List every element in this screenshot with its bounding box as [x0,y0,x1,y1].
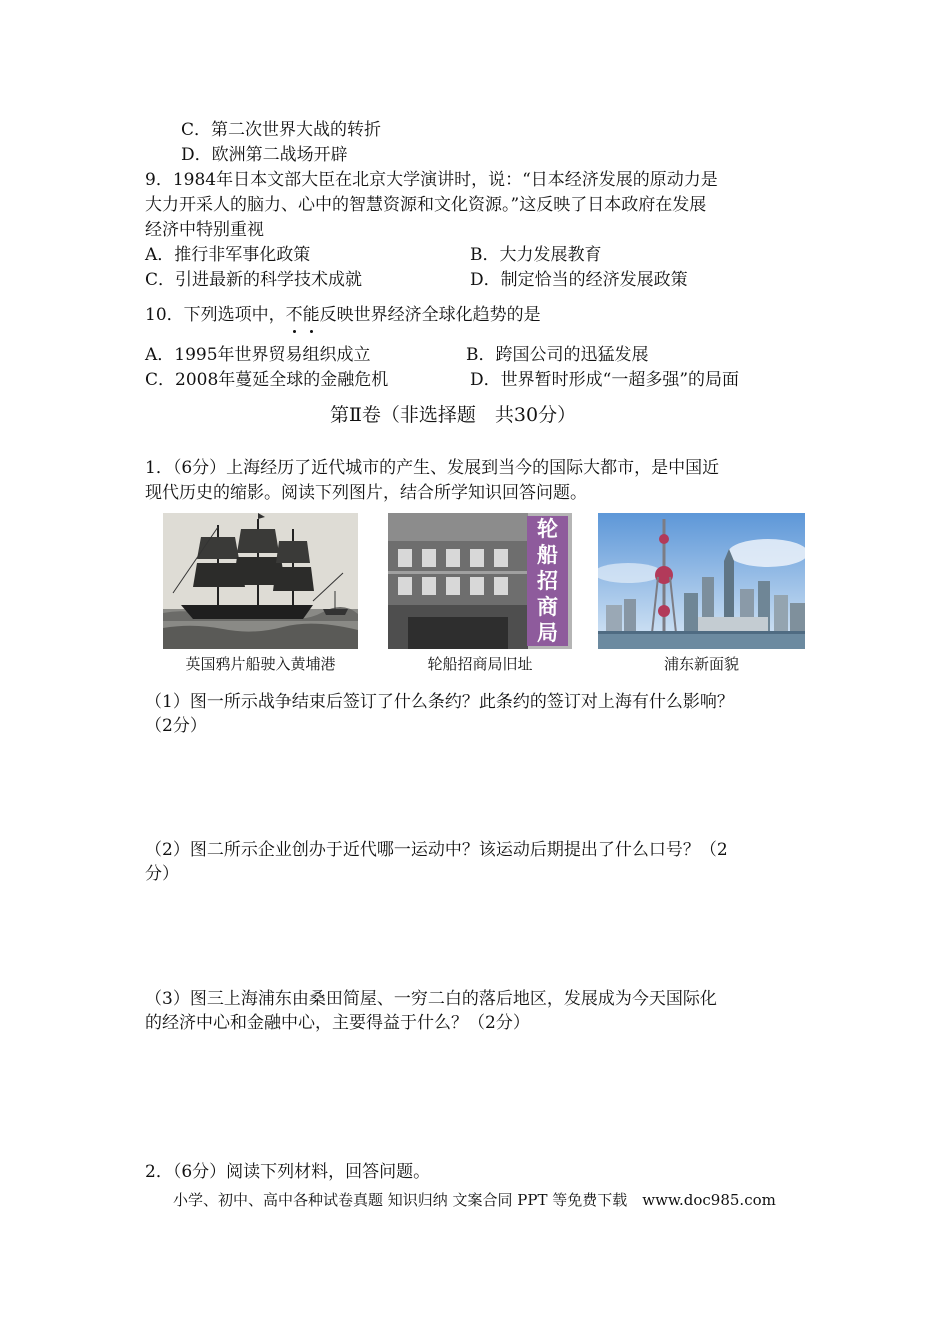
q8-option-d: D．欧洲第二战场开辟 [181,145,348,165]
q10-emphasis-neng: 能 [302,305,320,325]
p1-stem-line2: 现代历史的缩影。阅读下列图片，结合所学知识回答问题。 [145,483,587,503]
sign-char-5: 局 [537,621,558,645]
page-footer: 小学、初中、高中各种试卷真题 知识归纳 文案合同 PPT 等免费下载 www.doc985.com [173,1191,776,1209]
sign-char-3: 招 [537,569,558,593]
p1-sub3-line2: 的经济中心和金融中心，主要得益于什么？（2分） [145,1013,530,1033]
p1-sub3-line1: （3）图三上海浦东由桑田简屋、一穷二白的落后地区，发展成为今天国际化 [145,989,717,1009]
q9-option-d: D．制定恰当的经济发展政策 [470,270,688,290]
p1-sub1-line2: （2分） [145,716,207,736]
q10-emphasis-bu: 不 [285,305,303,325]
q10-stem [145,303,541,327]
q9-option-c: C．引进最新的科学技术成就 [145,270,363,290]
p1-sub2-line2: 分） [145,864,179,884]
q9-option-a: A．推行非军事化政策 [145,245,311,265]
q10-option-d: D．世界暂时形成“一超多强”的局面 [470,370,740,390]
q9-stem-line3: 经济中特别重视 [145,220,264,240]
pudong-illustration [598,513,805,649]
figure-pudong-skyline [598,513,805,649]
figure-caption-3: 浦东新面貌 [663,655,739,673]
sign-char-4: 商 [537,595,558,619]
sign-char-1: 轮 [537,517,558,541]
q10-option-b: B．跨国公司的迅猛发展 [466,345,649,365]
merchants-sign [527,516,568,646]
p1-sub1-line1: （1）图一所示战争结束后签订了什么条约？此条约的签订对上海有什么影响？ [145,692,734,712]
section-title: 第Ⅱ卷（非选择题 共30分） [330,404,577,426]
figure-caption-2: 轮船招商局旧址 [427,655,533,673]
q9-stem-line1: 9．1984年日本文部大臣在北京大学演讲时，说：“日本经济发展的原动力是 [145,170,718,190]
p1-sub2-line1: （2）图二所示企业创办于近代哪一运动中？该运动后期提出了什么口号？（2 [145,840,728,860]
p1-stem-line1: 1．（6分）上海经历了近代城市的产生、发展到当今的国际大都市，是中国近 [145,458,720,478]
q10-option-a: A．1995年世界贸易组织成立 [145,345,371,365]
q9-option-b: B．大力发展教育 [470,245,602,265]
figure-opium-ship [163,513,358,649]
sign-char-2: 船 [537,543,558,567]
figure-caption-1: 英国鸦片船驶入黄埔港 [185,655,336,673]
figure-merchants-building [388,513,572,649]
q9-stem-line2: 大力开采人的脑力、心中的智慧资源和文化资源。”这反映了日本政府在发展 [145,195,707,215]
opium-ship-illustration [163,513,358,649]
q10-stem-pre: 10．下列选项中， [145,305,286,325]
p2-stem: 2．（6分）阅读下列材料，回答问题。 [145,1162,431,1182]
q8-option-c: C．第二次世界大战的转折 [181,120,382,140]
q10-stem-post: 反映世界经济全球化趋势的是 [319,305,541,325]
q10-option-c: C．2008年蔓延全球的金融危机 [145,370,389,390]
